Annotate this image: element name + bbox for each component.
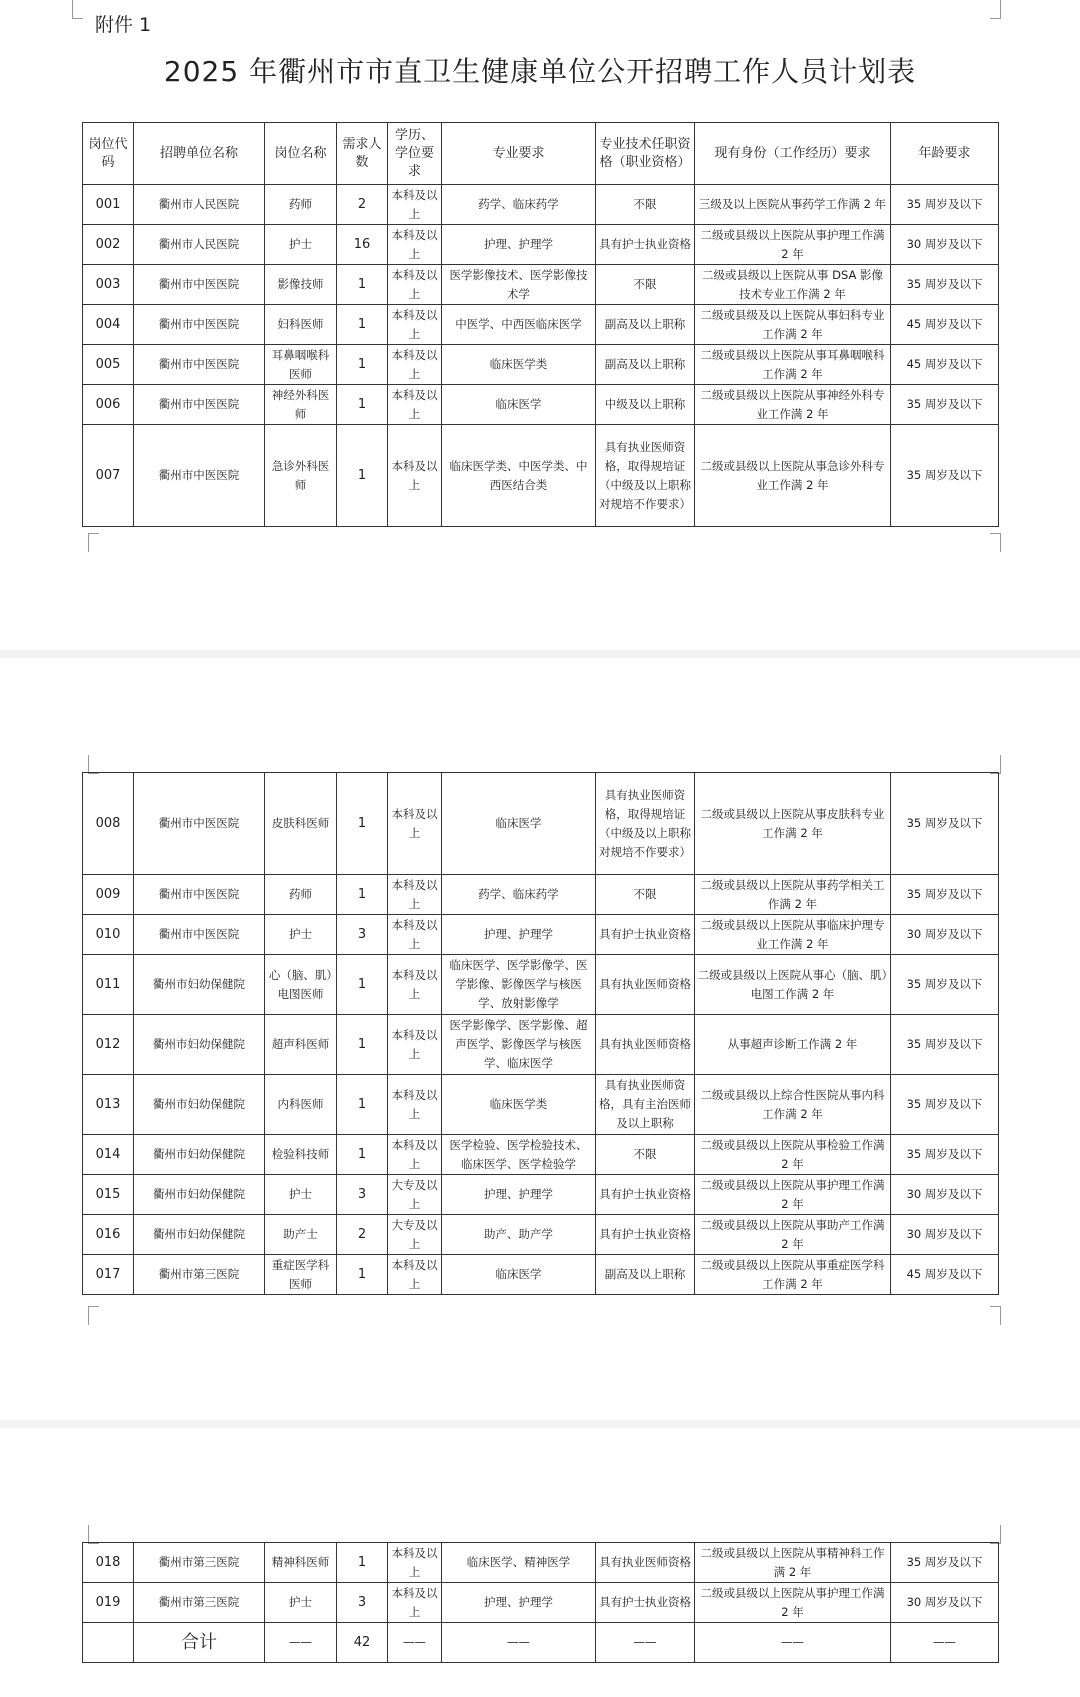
total-dash: —— bbox=[388, 1623, 442, 1663]
row-experience: 二级或县级以上医院从事重症医学科工作满 2 年 bbox=[695, 1255, 891, 1295]
row-age: 35 周岁及以下 bbox=[891, 425, 999, 527]
row-code: 009 bbox=[83, 875, 134, 915]
row-qualification: 具有执业医师资格，取得规培证（中级及以上职称对规培不作要求） bbox=[596, 773, 695, 875]
row-major: 护理、护理学 bbox=[442, 1583, 596, 1623]
header-experience: 现有身份（工作经历）要求 bbox=[695, 123, 891, 185]
row-qualification: 副高及以上职称 bbox=[596, 1255, 695, 1295]
row-qualification: 具有护士执业资格 bbox=[596, 1175, 695, 1215]
row-count: 1 bbox=[337, 1255, 388, 1295]
row-major: 医学影像学、医学影像、超声医学、影像医学与核医学、临床医学 bbox=[442, 1015, 596, 1075]
row-qualification: 副高及以上职称 bbox=[596, 345, 695, 385]
row-major: 护理、护理学 bbox=[442, 915, 596, 955]
row-post: 助产士 bbox=[265, 1215, 337, 1255]
row-qualification: 副高及以上职称 bbox=[596, 305, 695, 345]
row-major: 中医学、中西医临床医学 bbox=[442, 305, 596, 345]
row-count: 1 bbox=[337, 1543, 388, 1583]
row-qualification: 具有护士执业资格 bbox=[596, 225, 695, 265]
total-label: 合计 bbox=[134, 1623, 265, 1663]
row-count: 3 bbox=[337, 915, 388, 955]
row-major: 药学、临床药学 bbox=[442, 185, 596, 225]
row-post: 护士 bbox=[265, 1583, 337, 1623]
row-post: 神经外科医师 bbox=[265, 385, 337, 425]
row-major: 药学、临床药学 bbox=[442, 875, 596, 915]
table-row bbox=[83, 1583, 999, 1623]
row-experience: 二级或县级以上医院从事护理工作满 2 年 bbox=[695, 1583, 891, 1623]
recruitment-table-part-3 bbox=[82, 1542, 999, 1663]
table-row bbox=[83, 345, 999, 385]
corner-mark bbox=[990, 0, 1001, 19]
table-row bbox=[83, 185, 999, 225]
row-experience: 二级或县级以上医院从事神经外科专业工作满 2 年 bbox=[695, 385, 891, 425]
row-code: 007 bbox=[83, 425, 134, 527]
table-row bbox=[83, 955, 999, 1015]
corner-mark bbox=[72, 0, 83, 19]
row-education: 本科及以上 bbox=[388, 1075, 442, 1135]
row-post: 心（脑、肌）电图医师 bbox=[265, 955, 337, 1015]
recruitment-table-part-2 bbox=[82, 772, 999, 1295]
row-code: 012 bbox=[83, 1015, 134, 1075]
row-post: 超声科医师 bbox=[265, 1015, 337, 1075]
row-unit: 衢州市中医医院 bbox=[134, 345, 265, 385]
row-code: 016 bbox=[83, 1215, 134, 1255]
table-row bbox=[83, 1135, 999, 1175]
row-major: 护理、护理学 bbox=[442, 225, 596, 265]
row-count: 1 bbox=[337, 385, 388, 425]
row-age: 45 周岁及以下 bbox=[891, 1255, 999, 1295]
row-education: 本科及以上 bbox=[388, 1583, 442, 1623]
row-post: 护士 bbox=[265, 1175, 337, 1215]
row-major: 助产、助产学 bbox=[442, 1215, 596, 1255]
row-education: 本科及以上 bbox=[388, 225, 442, 265]
recruitment-table-part-1 bbox=[82, 122, 999, 527]
row-count: 1 bbox=[337, 305, 388, 345]
row-experience: 从事超声诊断工作满 2 年 bbox=[695, 1015, 891, 1075]
row-code: 002 bbox=[83, 225, 134, 265]
row-count: 1 bbox=[337, 875, 388, 915]
row-qualification: 具有执业医师资格 bbox=[596, 955, 695, 1015]
table-row bbox=[83, 1075, 999, 1135]
row-education: 本科及以上 bbox=[388, 1135, 442, 1175]
header-qualification: 专业技术任职资格（职业资格） bbox=[596, 123, 695, 185]
table-body-part-3 bbox=[83, 1543, 999, 1623]
row-education: 本科及以上 bbox=[388, 385, 442, 425]
row-count: 2 bbox=[337, 185, 388, 225]
row-unit: 衢州市中医医院 bbox=[134, 875, 265, 915]
table-row bbox=[83, 305, 999, 345]
row-post: 内科医师 bbox=[265, 1075, 337, 1135]
row-unit: 衢州市第三医院 bbox=[134, 1255, 265, 1295]
row-major: 临床医学 bbox=[442, 385, 596, 425]
table-row bbox=[83, 225, 999, 265]
corner-mark bbox=[990, 1306, 1001, 1325]
row-age: 35 周岁及以下 bbox=[891, 1075, 999, 1135]
table-row bbox=[83, 1215, 999, 1255]
table-row bbox=[83, 265, 999, 305]
total-dash: —— bbox=[265, 1623, 337, 1663]
total-empty-cell bbox=[83, 1623, 134, 1663]
row-unit: 衢州市中医医院 bbox=[134, 385, 265, 425]
row-education: 本科及以上 bbox=[388, 955, 442, 1015]
row-count: 1 bbox=[337, 1015, 388, 1075]
attachment-label: 附件 1 bbox=[95, 14, 152, 36]
row-post: 皮肤科医师 bbox=[265, 773, 337, 875]
page-gap bbox=[0, 650, 1080, 658]
row-age: 35 周岁及以下 bbox=[891, 1015, 999, 1075]
row-education: 本科及以上 bbox=[388, 1255, 442, 1295]
header-count: 需求人数 bbox=[337, 123, 388, 185]
row-age: 30 周岁及以下 bbox=[891, 225, 999, 265]
table-row bbox=[83, 425, 999, 527]
row-education: 本科及以上 bbox=[388, 1543, 442, 1583]
row-qualification: 不限 bbox=[596, 185, 695, 225]
table-row bbox=[83, 385, 999, 425]
row-age: 35 周岁及以下 bbox=[891, 185, 999, 225]
header-unit: 招聘单位名称 bbox=[134, 123, 265, 185]
row-unit: 衢州市妇幼保健院 bbox=[134, 1175, 265, 1215]
row-post: 药师 bbox=[265, 185, 337, 225]
row-code: 010 bbox=[83, 915, 134, 955]
row-major: 临床医学 bbox=[442, 1255, 596, 1295]
row-age: 35 周岁及以下 bbox=[891, 773, 999, 875]
row-age: 35 周岁及以下 bbox=[891, 1135, 999, 1175]
row-count: 1 bbox=[337, 265, 388, 305]
row-age: 35 周岁及以下 bbox=[891, 385, 999, 425]
row-unit: 衢州市妇幼保健院 bbox=[134, 1075, 265, 1135]
row-unit: 衢州市妇幼保健院 bbox=[134, 1215, 265, 1255]
row-major: 医学检验、医学检验技术、临床医学、医学检验学 bbox=[442, 1135, 596, 1175]
row-qualification: 具有护士执业资格 bbox=[596, 1583, 695, 1623]
row-qualification: 不限 bbox=[596, 265, 695, 305]
row-age: 30 周岁及以下 bbox=[891, 1583, 999, 1623]
row-major: 临床医学类 bbox=[442, 345, 596, 385]
total-dash: —— bbox=[442, 1623, 596, 1663]
row-count: 2 bbox=[337, 1215, 388, 1255]
row-unit: 衢州市妇幼保健院 bbox=[134, 955, 265, 1015]
row-unit: 衢州市中医医院 bbox=[134, 265, 265, 305]
row-count: 3 bbox=[337, 1583, 388, 1623]
row-code: 006 bbox=[83, 385, 134, 425]
row-count: 1 bbox=[337, 1135, 388, 1175]
row-qualification: 具有执业医师资格，取得规培证（中级及以上职称对规培不作要求） bbox=[596, 425, 695, 527]
table-row bbox=[83, 875, 999, 915]
row-education: 本科及以上 bbox=[388, 185, 442, 225]
row-code: 011 bbox=[83, 955, 134, 1015]
total-dash: —— bbox=[695, 1623, 891, 1663]
row-education: 本科及以上 bbox=[388, 265, 442, 305]
corner-mark bbox=[88, 1306, 99, 1325]
row-major: 临床医学、精神医学 bbox=[442, 1543, 596, 1583]
row-unit: 衢州市第三医院 bbox=[134, 1583, 265, 1623]
row-unit: 衢州市中医医院 bbox=[134, 915, 265, 955]
row-major: 医学影像技术、医学影像技术学 bbox=[442, 265, 596, 305]
row-unit: 衢州市中医医院 bbox=[134, 425, 265, 527]
row-count: 1 bbox=[337, 1075, 388, 1135]
row-code: 008 bbox=[83, 773, 134, 875]
row-experience: 二级或县级以上医院从事耳鼻咽喉科工作满 2 年 bbox=[695, 345, 891, 385]
row-major: 临床医学 bbox=[442, 773, 596, 875]
table-row bbox=[83, 1255, 999, 1295]
row-unit: 衢州市中医医院 bbox=[134, 773, 265, 875]
total-dash: —— bbox=[596, 1623, 695, 1663]
row-code: 019 bbox=[83, 1583, 134, 1623]
row-code: 004 bbox=[83, 305, 134, 345]
table-row bbox=[83, 1175, 999, 1215]
row-qualification: 具有护士执业资格 bbox=[596, 1215, 695, 1255]
row-count: 1 bbox=[337, 955, 388, 1015]
row-qualification: 不限 bbox=[596, 1135, 695, 1175]
table-row bbox=[83, 1543, 999, 1583]
row-code: 001 bbox=[83, 185, 134, 225]
row-unit: 衢州市中医医院 bbox=[134, 305, 265, 345]
row-experience: 二级或县级以上医院从事精神科工作满 2 年 bbox=[695, 1543, 891, 1583]
header-post: 岗位名称 bbox=[265, 123, 337, 185]
row-qualification: 中级及以上职称 bbox=[596, 385, 695, 425]
row-unit: 衢州市第三医院 bbox=[134, 1543, 265, 1583]
row-count: 1 bbox=[337, 773, 388, 875]
row-age: 35 周岁及以下 bbox=[891, 265, 999, 305]
row-experience: 二级或县级以上医院从事助产工作满 2 年 bbox=[695, 1215, 891, 1255]
row-qualification: 具有执业医师资格，具有主治医师及以上职称 bbox=[596, 1075, 695, 1135]
row-qualification: 具有执业医师资格 bbox=[596, 1015, 695, 1075]
row-education: 大专及以上 bbox=[388, 1215, 442, 1255]
row-major: 临床医学、医学影像学、医学影像、影像医学与核医学、放射影像学 bbox=[442, 955, 596, 1015]
row-education: 本科及以上 bbox=[388, 875, 442, 915]
table-row bbox=[83, 1015, 999, 1075]
row-count: 1 bbox=[337, 425, 388, 527]
row-post: 检验科技师 bbox=[265, 1135, 337, 1175]
row-age: 30 周岁及以下 bbox=[891, 915, 999, 955]
corner-mark bbox=[88, 533, 99, 552]
row-experience: 二级或县级以上医院从事皮肤科专业工作满 2 年 bbox=[695, 773, 891, 875]
row-age: 45 周岁及以下 bbox=[891, 305, 999, 345]
row-code: 013 bbox=[83, 1075, 134, 1135]
row-major: 临床医学类、中医学类、中西医结合类 bbox=[442, 425, 596, 527]
row-major: 临床医学类 bbox=[442, 1075, 596, 1135]
row-post: 药师 bbox=[265, 875, 337, 915]
page-gap bbox=[0, 1420, 1080, 1428]
row-unit: 衢州市人民医院 bbox=[134, 225, 265, 265]
total-count: 42 bbox=[337, 1623, 388, 1663]
row-major: 护理、护理学 bbox=[442, 1175, 596, 1215]
row-count: 3 bbox=[337, 1175, 388, 1215]
row-code: 018 bbox=[83, 1543, 134, 1583]
header-age: 年龄要求 bbox=[891, 123, 999, 185]
row-education: 本科及以上 bbox=[388, 425, 442, 527]
row-experience: 二级或县级以上医院从事检验工作满 2 年 bbox=[695, 1135, 891, 1175]
row-experience: 二级或县级以上医院从事护理工作满 2 年 bbox=[695, 225, 891, 265]
row-age: 35 周岁及以下 bbox=[891, 1543, 999, 1583]
row-education: 本科及以上 bbox=[388, 773, 442, 875]
table-row bbox=[83, 773, 999, 875]
row-education: 本科及以上 bbox=[388, 1015, 442, 1075]
row-experience: 三级及以上医院从事药学工作满 2 年 bbox=[695, 185, 891, 225]
header-education: 学历、学位要求 bbox=[388, 123, 442, 185]
row-age: 35 周岁及以下 bbox=[891, 955, 999, 1015]
document-title: 2025 年衢州市市直卫生健康单位公开招聘工作人员计划表 bbox=[163, 55, 917, 88]
row-experience: 二级或县级以上医院从事心（脑、肌）电图工作满 2 年 bbox=[695, 955, 891, 1015]
row-qualification: 具有执业医师资格 bbox=[596, 1543, 695, 1583]
row-experience: 二级或县级以上医院从事护理工作满 2 年 bbox=[695, 1175, 891, 1215]
corner-mark bbox=[990, 533, 1001, 552]
row-experience: 二级或县级以上医院从事临床护理专业工作满 2 年 bbox=[695, 915, 891, 955]
row-qualification: 不限 bbox=[596, 875, 695, 915]
row-education: 本科及以上 bbox=[388, 345, 442, 385]
row-experience: 二级或县级及以上医院从事妇科专业工作满 2 年 bbox=[695, 305, 891, 345]
table-header-row bbox=[83, 123, 999, 185]
row-post: 耳鼻咽喉科医师 bbox=[265, 345, 337, 385]
header-code: 岗位代码 bbox=[83, 123, 134, 185]
table-body-part-2 bbox=[83, 773, 999, 1295]
row-experience: 二级或县级以上医院从事药学相关工作满 2 年 bbox=[695, 875, 891, 915]
row-experience: 二级或县级以上综合性医院从事内科工作满 2 年 bbox=[695, 1075, 891, 1135]
row-unit: 衢州市妇幼保健院 bbox=[134, 1015, 265, 1075]
row-education: 本科及以上 bbox=[388, 915, 442, 955]
row-code: 005 bbox=[83, 345, 134, 385]
row-post: 急诊外科医师 bbox=[265, 425, 337, 527]
row-experience: 二级或县级以上医院从事急诊外科专业工作满 2 年 bbox=[695, 425, 891, 527]
row-unit: 衢州市人民医院 bbox=[134, 185, 265, 225]
row-count: 1 bbox=[337, 345, 388, 385]
row-age: 45 周岁及以下 bbox=[891, 345, 999, 385]
row-age: 35 周岁及以下 bbox=[891, 875, 999, 915]
row-post: 妇科医师 bbox=[265, 305, 337, 345]
row-post: 重症医学科医师 bbox=[265, 1255, 337, 1295]
row-post: 精神科医师 bbox=[265, 1543, 337, 1583]
total-row bbox=[83, 1623, 999, 1663]
row-code: 015 bbox=[83, 1175, 134, 1215]
row-code: 003 bbox=[83, 265, 134, 305]
row-count: 16 bbox=[337, 225, 388, 265]
row-qualification: 具有护士执业资格 bbox=[596, 915, 695, 955]
header-major: 专业要求 bbox=[442, 123, 596, 185]
row-age: 30 周岁及以下 bbox=[891, 1215, 999, 1255]
row-education: 大专及以上 bbox=[388, 1175, 442, 1215]
row-age: 30 周岁及以下 bbox=[891, 1175, 999, 1215]
row-post: 影像技师 bbox=[265, 265, 337, 305]
table-row bbox=[83, 915, 999, 955]
row-code: 017 bbox=[83, 1255, 134, 1295]
row-post: 护士 bbox=[265, 915, 337, 955]
row-post: 护士 bbox=[265, 225, 337, 265]
row-unit: 衢州市妇幼保健院 bbox=[134, 1135, 265, 1175]
total-dash: —— bbox=[891, 1623, 999, 1663]
table-body-part-1 bbox=[83, 185, 999, 527]
row-code: 014 bbox=[83, 1135, 134, 1175]
row-experience: 二级或县级以上医院从事 DSA 影像技术专业工作满 2 年 bbox=[695, 265, 891, 305]
row-education: 本科及以上 bbox=[388, 305, 442, 345]
